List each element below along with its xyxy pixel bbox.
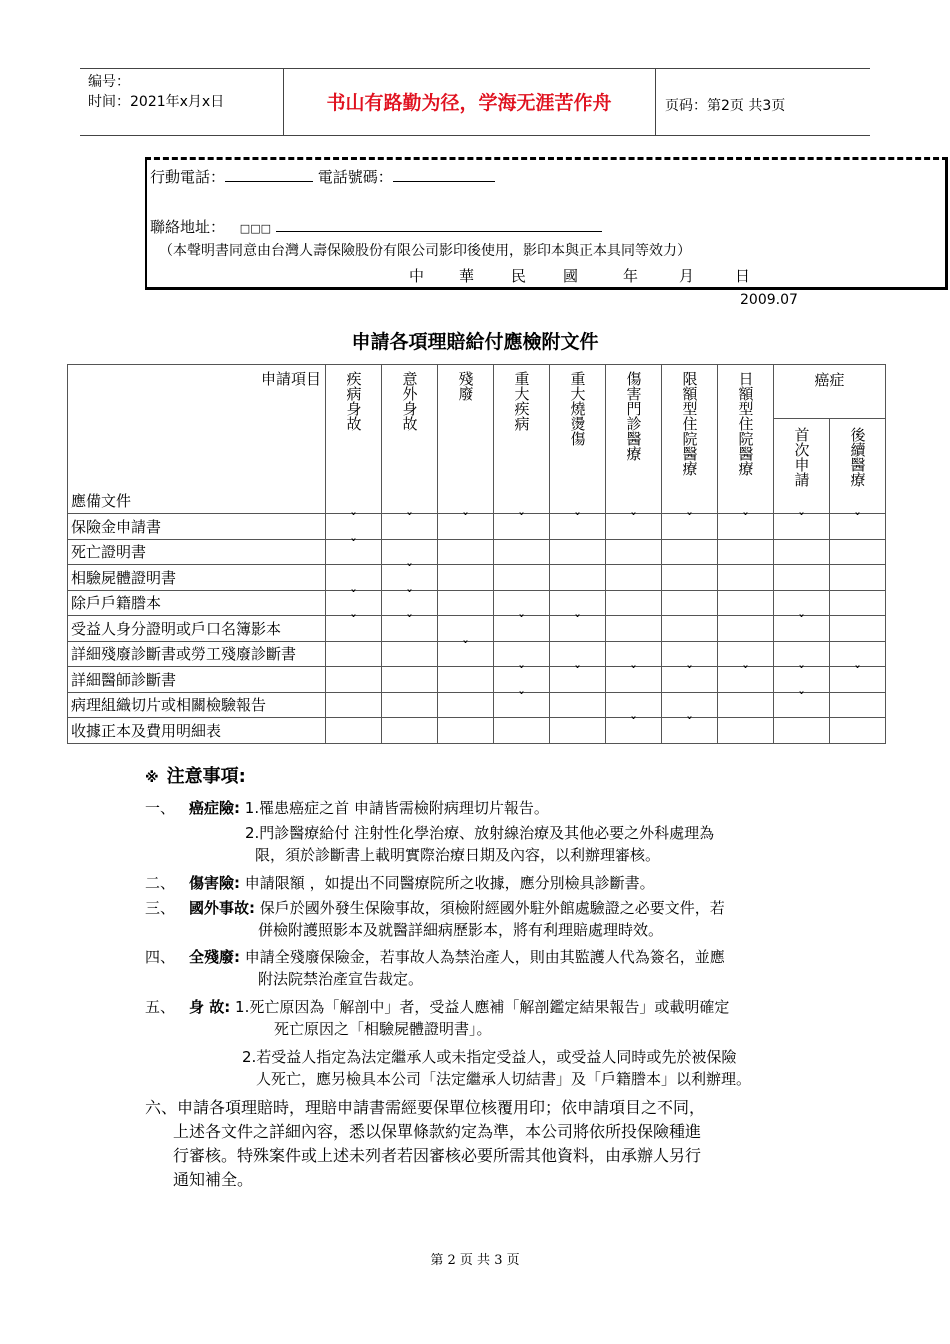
check-mark-cell: ˇ [606, 514, 662, 540]
column-header: 首次申請 [774, 419, 830, 514]
corner-top-label: 申請項目 [260, 370, 321, 388]
header-meta [88, 72, 224, 112]
empty-cell [830, 565, 886, 591]
corner-bottom-label: 應備文件 [71, 492, 132, 510]
check-mark-cell: ˇ [326, 539, 382, 565]
date-char: 中 [409, 267, 425, 285]
column-header: 殘廢 [438, 365, 494, 514]
document-name: 死亡證明書 [68, 539, 326, 565]
empty-cell [382, 667, 438, 693]
empty-cell [662, 616, 718, 642]
table-row [68, 539, 886, 565]
column-header: 重大疾病 [494, 365, 550, 514]
date-char: 年 [623, 267, 639, 285]
check-mark-cell: ˇ [382, 565, 438, 591]
column-header: 傷害門診醫療 [606, 365, 662, 514]
empty-cell [494, 539, 550, 565]
table-row [68, 616, 886, 642]
check-mark-cell: ˇ [774, 514, 830, 540]
empty-cell [494, 565, 550, 591]
section-title: 申請各項理賠給付應檢附文件 [351, 331, 599, 353]
empty-cell [606, 692, 662, 718]
column-header: 意外身故 [382, 365, 438, 514]
table-body [68, 514, 886, 744]
empty-cell [326, 718, 382, 744]
time-label: 时间：2021年x月x日 [88, 94, 225, 110]
contact-box [145, 157, 948, 290]
check-mark-cell: ˇ [326, 590, 382, 616]
table-row [68, 565, 886, 591]
check-mark-cell: ˇ [830, 667, 886, 693]
mobile-label: 行動電話： [150, 168, 226, 186]
date-char: 華 [459, 267, 475, 285]
check-mark-cell: ˇ [550, 514, 606, 540]
empty-cell [774, 539, 830, 565]
empty-cell [606, 641, 662, 667]
empty-cell [382, 692, 438, 718]
empty-cell [326, 667, 382, 693]
column-header: 疾病身故 [326, 365, 382, 514]
check-mark-cell: ˇ [494, 667, 550, 693]
address-label: 聯絡地址： [150, 218, 226, 236]
empty-cell [662, 641, 718, 667]
empty-cell [662, 590, 718, 616]
check-mark-cell: ˇ [774, 692, 830, 718]
document-name: 收據正本及費用明細表 [68, 718, 326, 744]
check-mark-cell: ˇ [382, 590, 438, 616]
header-bottom-rule [80, 135, 870, 136]
empty-cell [326, 641, 382, 667]
note-item: 二、 傷害險: 申請限額 ，如提出不同醫療院所之收據，應分別檢具診斷書。 [145, 874, 655, 892]
address-line [150, 216, 602, 237]
empty-cell [718, 565, 774, 591]
header-motto: 书山有路勤为径，学海无涯苦作舟 [326, 92, 612, 114]
empty-cell [718, 641, 774, 667]
corner-cell [68, 365, 326, 514]
documents-table [67, 364, 886, 744]
empty-cell [438, 539, 494, 565]
empty-cell [550, 692, 606, 718]
check-mark-cell: ˇ [438, 514, 494, 540]
column-header: 日額型住院醫療 [718, 365, 774, 514]
table-row [68, 514, 886, 540]
note-item: 六、申請各項理賠時，理賠申請書需經要保單位核覆用印；依申請項目之不同， 上述各文件之詳細內容，悉以保單條款約定為準，本公司將依所投保險種進 行審核。特殊案件或上述未列者若因審核必要所需其他資料，由承辦人另行 通知補全。 [145, 1098, 706, 1189]
note-item: 三、 國外事故: 保戶於國外發生保險事故，須檢附經國外駐外館處驗證之必要文件，若 併檢附護照影本及就醫詳細病歷影本，將有利理賠處理時效。 [145, 899, 725, 939]
date-char: 日 [735, 267, 751, 285]
empty-cell [606, 539, 662, 565]
empty-cell [662, 539, 718, 565]
phone-label: 電話號碼： [317, 168, 393, 186]
empty-cell [830, 641, 886, 667]
check-mark-cell: ˇ [718, 667, 774, 693]
document-name: 相驗屍體證明書 [68, 565, 326, 591]
check-mark-cell: ˇ [326, 514, 382, 540]
empty-cell [718, 539, 774, 565]
empty-cell [438, 590, 494, 616]
empty-cell [438, 667, 494, 693]
check-mark-cell: ˇ [438, 641, 494, 667]
column-header: 後續醫療 [830, 419, 886, 514]
check-mark-cell: ˇ [494, 514, 550, 540]
empty-cell [382, 641, 438, 667]
empty-cell [718, 616, 774, 642]
check-mark-cell: ˇ [662, 514, 718, 540]
empty-cell [326, 692, 382, 718]
cancer-header: 癌症 [774, 365, 886, 419]
document-name: 除戶戶籍謄本 [68, 590, 326, 616]
empty-cell [830, 692, 886, 718]
check-mark-cell: ˇ [662, 667, 718, 693]
note-item: 一、 癌症險: 1.罹患癌症之首 申請皆需檢附病理切片報告。 [145, 799, 549, 817]
header-top-rule [80, 68, 870, 69]
empty-cell [774, 565, 830, 591]
date-char: 民 [511, 267, 527, 285]
empty-cell [494, 718, 550, 744]
empty-cell [438, 718, 494, 744]
empty-cell [606, 616, 662, 642]
phone-field[interactable] [393, 167, 495, 182]
empty-cell [718, 590, 774, 616]
table-row [68, 641, 886, 667]
column-header: 重大燒燙傷 [550, 365, 606, 514]
phone-line [150, 166, 495, 187]
page-indicator: 页码：第2页 共3页 [665, 98, 786, 114]
empty-cell [550, 565, 606, 591]
code-label: 编号： [88, 74, 130, 90]
check-mark-cell: ˇ [550, 667, 606, 693]
check-mark-cell: ˇ [830, 514, 886, 540]
check-mark-cell: ˇ [550, 616, 606, 642]
empty-cell [550, 590, 606, 616]
notes-heading: ※ 注意事項: [145, 766, 246, 787]
note-item: 2.門診醫療給付 注射性化學治療、放射線治療及其他必要之外科處理為 限，須於診斷書上載明實際治療日期及內容，以利辦理審核。 [245, 824, 715, 864]
empty-cell [438, 692, 494, 718]
check-mark-cell: ˇ [774, 667, 830, 693]
check-mark-cell: ˇ [326, 616, 382, 642]
postal-code-boxes: □□□ [239, 222, 271, 235]
empty-cell [382, 539, 438, 565]
empty-cell [774, 641, 830, 667]
header-divider [655, 69, 656, 135]
check-mark-cell: ˇ [718, 514, 774, 540]
empty-cell [662, 565, 718, 591]
table-header-row [68, 365, 886, 419]
empty-cell [774, 718, 830, 744]
document-name: 詳細殘廢診斷書或勞工殘廢診斷書 [68, 641, 326, 667]
date-char: 月 [679, 267, 695, 285]
check-mark-cell: ˇ [382, 616, 438, 642]
mobile-field[interactable] [225, 167, 313, 182]
document-name: 病理組織切片或相關檢驗報告 [68, 692, 326, 718]
document-name: 詳細醫師診斷書 [68, 667, 326, 693]
empty-cell [438, 565, 494, 591]
empty-cell [382, 718, 438, 744]
check-mark-cell: ˇ [606, 718, 662, 744]
table-row [68, 590, 886, 616]
form-version: 2009.07 [740, 292, 798, 308]
table-row [68, 692, 886, 718]
empty-cell [830, 718, 886, 744]
column-header: 限額型住院醫療 [662, 365, 718, 514]
empty-cell [774, 590, 830, 616]
document-name: 受益人身分證明或戶口名簿影本 [68, 616, 326, 642]
check-mark-cell: ˇ [774, 616, 830, 642]
empty-cell [550, 718, 606, 744]
empty-cell [326, 565, 382, 591]
note-item: 2.若受益人指定為法定繼承人或未指定受益人，或受益人同時或先於被保險 人死亡，應另檢具本公司「法定繼承人切結書」及「戶籍謄本」以利辦理。 [242, 1048, 752, 1088]
empty-cell [830, 616, 886, 642]
table-row [68, 718, 886, 744]
consent-note: （本聲明書同意由台灣人壽保險股份有限公司影印後使用，影印本與正本具同等效力） [159, 243, 691, 259]
check-mark-cell: ˇ [494, 692, 550, 718]
page-footer: 第 2 页 共 3 页 [430, 1253, 520, 1268]
empty-cell [662, 692, 718, 718]
table-row [68, 667, 886, 693]
empty-cell [830, 590, 886, 616]
note-item: 四、 全殘廢: 申請全殘廢保險金，若事故人為禁治產人，則由其監護人代為簽名，並應 附法院禁治產宣告裁定。 [145, 948, 725, 988]
empty-cell [494, 641, 550, 667]
empty-cell [550, 539, 606, 565]
empty-cell [718, 718, 774, 744]
check-mark-cell: ˇ [606, 667, 662, 693]
empty-cell [606, 565, 662, 591]
check-mark-cell: ˇ [662, 718, 718, 744]
document-name: 保險金申請書 [68, 514, 326, 540]
address-field[interactable] [276, 217, 602, 232]
empty-cell [550, 641, 606, 667]
note-item: 五、 身 故: 1.死亡原因為「解剖中」者，受益人應補「解剖鑑定結果報告」或載明確定 死亡原因之「相驗屍體證明書」。 [145, 998, 730, 1038]
empty-cell [718, 692, 774, 718]
check-mark-cell: ˇ [494, 616, 550, 642]
empty-cell [438, 616, 494, 642]
check-mark-cell: ˇ [382, 514, 438, 540]
date-char: 國 [563, 267, 579, 285]
empty-cell [494, 590, 550, 616]
empty-cell [606, 590, 662, 616]
reference-mark-icon: ※ [145, 770, 159, 786]
empty-cell [830, 539, 886, 565]
